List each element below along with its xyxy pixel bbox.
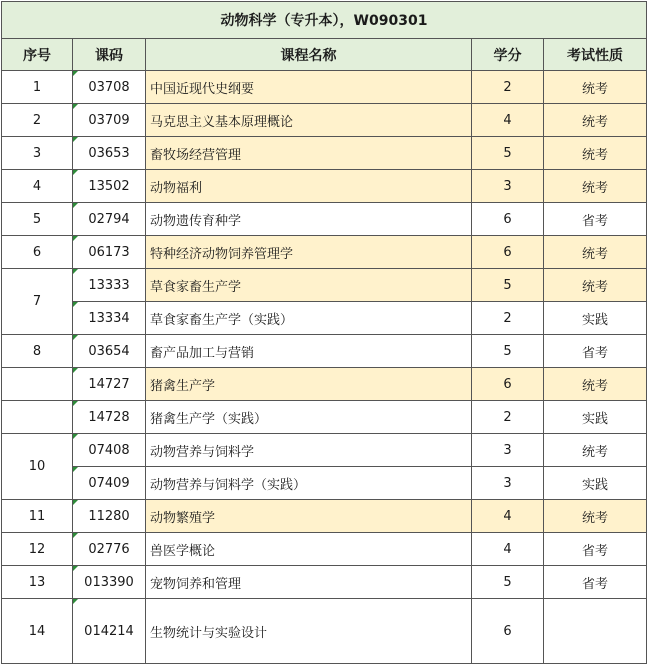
course-table [1,1,647,664]
cell-no: 5 [2,203,73,236]
table-row [2,236,647,269]
comment-marker-icon [73,335,78,340]
table-row [2,302,647,335]
cell-credit: 3 [472,467,544,500]
cell-no: 3 [2,137,73,170]
title-row [2,2,647,39]
table-row [2,500,647,533]
cell-credit: 6 [472,599,544,664]
cell-no: 11 [2,500,73,533]
cell-code [73,401,146,434]
cell-code [73,137,146,170]
cell-name: 猪禽生产学 [146,368,472,401]
cell-credit: 2 [472,302,544,335]
comment-marker-icon [73,104,78,109]
cell-type: 省考 [544,203,647,236]
cell-credit: 5 [472,566,544,599]
cell-name: 畜产品加工与营销 [146,335,472,368]
cell-no: 10 [2,434,73,500]
cell-name: 动物遗传育种学 [146,203,472,236]
cell-name: 草食家畜生产学（实践） [146,302,472,335]
table-row [2,71,647,104]
cell-name: 草食家畜生产学 [146,269,472,302]
cell-credit: 2 [472,71,544,104]
cell-type: 实践 [544,467,647,500]
cell-name: 动物福利 [146,170,472,203]
cell-code-text: 14728 [88,409,130,425]
comment-marker-icon [73,269,78,274]
cell-name: 中国近现代史纲要 [146,71,472,104]
cell-type: 实践 [544,302,647,335]
comment-marker-icon [73,71,78,76]
comment-marker-icon [73,599,78,604]
cell-type: 统考 [544,434,647,467]
table-row [2,434,647,467]
comment-marker-icon [73,500,78,505]
cell-name: 猪禽生产学（实践） [146,401,472,434]
cell-code-text: 03654 [88,343,130,359]
cell-type: 统考 [544,500,647,533]
cell-code [73,434,146,467]
table-row [2,368,647,401]
cell-credit: 4 [472,104,544,137]
cell-name: 动物营养与饲料学 [146,434,472,467]
cell-no: 14 [2,599,73,664]
cell-credit: 5 [472,269,544,302]
cell-type: 统考 [544,71,647,104]
cell-no: 13 [2,566,73,599]
cell-name: 马克思主义基本原理概论 [146,104,472,137]
cell-no: 6 [2,236,73,269]
cell-code-text: 02776 [88,541,130,557]
cell-code-text: 03709 [88,112,130,128]
cell-credit: 6 [472,368,544,401]
cell-type: 统考 [544,104,647,137]
cell-code [73,236,146,269]
cell-code [73,104,146,137]
cell-no: 2 [2,104,73,137]
cell-code-text: 03653 [88,145,130,161]
cell-name: 兽医学概论 [146,533,472,566]
cell-code-text: 014214 [84,623,134,639]
comment-marker-icon [73,467,78,472]
cell-credit: 2 [472,401,544,434]
table-row [2,170,647,203]
cell-credit: 3 [472,170,544,203]
cell-type: 统考 [544,368,647,401]
cell-type: 统考 [544,137,647,170]
cell-code-text: 07409 [88,475,130,491]
table-row [2,137,647,170]
table-row [2,566,647,599]
cell-no: 1 [2,71,73,104]
cell-code [73,335,146,368]
comment-marker-icon [73,566,78,571]
cell-code [73,170,146,203]
cell-code [73,467,146,500]
cell-code [73,203,146,236]
table-row [2,203,647,236]
cell-code [73,533,146,566]
comment-marker-icon [73,434,78,439]
cell-type: 统考 [544,236,647,269]
cell-type: 省考 [544,335,647,368]
cell-code [73,599,146,664]
cell-no: 7 [2,269,73,335]
cell-no [2,401,73,434]
comment-marker-icon [73,368,78,373]
cell-code [73,566,146,599]
cell-code [73,269,146,302]
cell-credit: 5 [472,137,544,170]
cell-code [73,368,146,401]
cell-credit: 6 [472,203,544,236]
comment-marker-icon [73,533,78,538]
header-code: 课码 [73,39,146,71]
cell-name: 动物营养与饲料学（实践） [146,467,472,500]
cell-no: 8 [2,335,73,368]
cell-no: 12 [2,533,73,566]
table-row [2,401,647,434]
cell-code-text: 13334 [88,310,130,326]
header-type: 考试性质 [544,39,647,71]
cell-code-text: 13502 [88,178,130,194]
cell-name: 特种经济动物饲养管理学 [146,236,472,269]
comment-marker-icon [73,170,78,175]
table-row [2,467,647,500]
cell-code-text: 06173 [88,244,130,260]
cell-name: 动物繁殖学 [146,500,472,533]
cell-credit: 3 [472,434,544,467]
cell-type [544,599,647,664]
cell-code [73,71,146,104]
cell-code-text: 013390 [84,574,134,590]
cell-credit: 6 [472,236,544,269]
cell-code-text: 03708 [88,79,130,95]
table-title: 动物科学（专升本），W090301 [2,2,647,39]
cell-no [2,368,73,401]
cell-credit: 4 [472,500,544,533]
cell-code-text: 02794 [88,211,130,227]
cell-code [73,500,146,533]
cell-code-text: 07408 [88,442,130,458]
comment-marker-icon [73,401,78,406]
header-name: 课程名称 [146,39,472,71]
cell-type: 省考 [544,533,647,566]
cell-type: 统考 [544,269,647,302]
table-row [2,533,647,566]
cell-code-text: 14727 [88,376,130,392]
header-credit: 学分 [472,39,544,71]
comment-marker-icon [73,203,78,208]
cell-name: 畜牧场经营管理 [146,137,472,170]
cell-code [73,302,146,335]
cell-name: 宠物饲养和管理 [146,566,472,599]
cell-type: 实践 [544,401,647,434]
cell-credit: 4 [472,533,544,566]
cell-code-text: 13333 [88,277,130,293]
table-row [2,104,647,137]
table-row [2,599,647,664]
comment-marker-icon [73,236,78,241]
header-no: 序号 [2,39,73,71]
cell-code-text: 11280 [88,508,130,524]
comment-marker-icon [73,137,78,142]
cell-type: 省考 [544,566,647,599]
table-row [2,335,647,368]
table-row [2,269,647,302]
comment-marker-icon [73,302,78,307]
cell-no: 4 [2,170,73,203]
cell-credit: 5 [472,335,544,368]
cell-type: 统考 [544,170,647,203]
header-row [2,39,647,71]
cell-name: 生物统计与实验设计 [146,599,472,664]
